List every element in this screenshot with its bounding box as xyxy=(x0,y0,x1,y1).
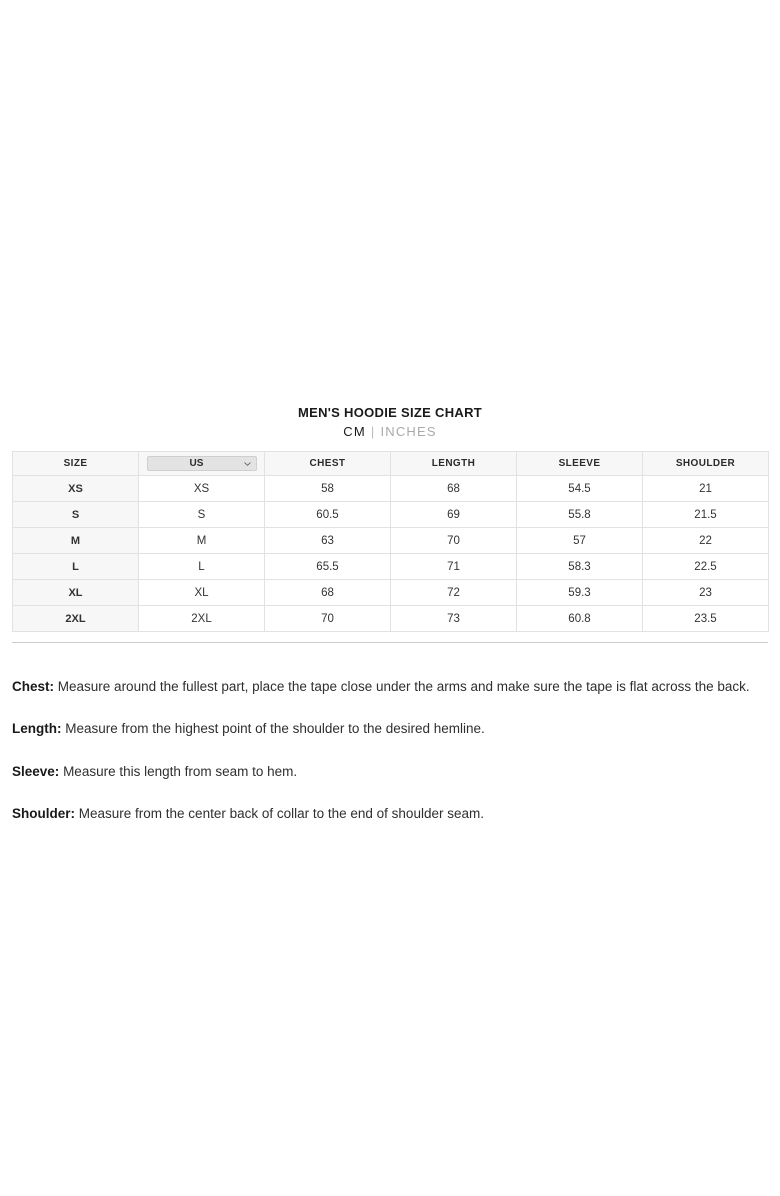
note-text: Measure from the center back of collar to the end of shoulder seam. xyxy=(78,806,484,821)
cell-shoulder: 23 xyxy=(643,580,769,606)
cell-length: 70 xyxy=(391,528,517,554)
page-title: MEN'S HOODIE SIZE CHART xyxy=(297,405,483,420)
unit-inches-option[interactable]: INCHES xyxy=(380,424,437,439)
cell-shoulder: 23.5 xyxy=(643,606,769,632)
size-chart-container xyxy=(12,405,768,632)
unit-toggle xyxy=(12,424,768,439)
cell-length: 73 xyxy=(391,606,517,632)
note-label: Sleeve: xyxy=(12,763,60,779)
cell-sleeve: 60.8 xyxy=(517,606,643,632)
cell-us: M xyxy=(139,528,265,554)
unit-cm-option[interactable]: CM xyxy=(343,424,366,439)
table-header xyxy=(13,452,769,476)
note-text: Measure from the highest point of the shoulder to the desired hemline. xyxy=(65,721,485,736)
cell-us: L xyxy=(139,554,265,580)
table-row xyxy=(13,606,769,632)
table-row xyxy=(13,580,769,606)
note-text: Measure this length from seam to hem. xyxy=(63,763,298,779)
note-shoulder xyxy=(12,799,768,828)
region-select[interactable] xyxy=(147,456,257,471)
note-label: Length: xyxy=(12,721,62,736)
cell-shoulder: 22 xyxy=(643,528,769,554)
cell-size: M xyxy=(13,528,139,554)
column-header-region xyxy=(139,452,265,476)
cell-sleeve: 59.3 xyxy=(517,580,643,606)
note-label: Shoulder: xyxy=(12,806,75,821)
cell-us: S xyxy=(139,502,265,528)
cell-chest: 58 xyxy=(265,476,391,502)
cell-size: XS xyxy=(13,476,139,502)
cell-us: 2XL xyxy=(139,606,265,632)
cell-length: 68 xyxy=(391,476,517,502)
cell-us: XL xyxy=(139,580,265,606)
cell-chest: 65.5 xyxy=(265,554,391,580)
table-row xyxy=(13,476,769,502)
note-chest xyxy=(12,672,768,701)
cell-size: XL xyxy=(13,580,139,606)
cell-length: 71 xyxy=(391,554,517,580)
cell-sleeve: 57 xyxy=(517,528,643,554)
column-header-sleeve: SLEEVE xyxy=(517,452,643,476)
cell-size: 2XL xyxy=(13,606,139,632)
cell-shoulder: 22.5 xyxy=(643,554,769,580)
column-header-size: SIZE xyxy=(13,452,139,476)
cell-us: XS xyxy=(139,476,265,502)
cell-sleeve: 58.3 xyxy=(517,554,643,580)
table-row xyxy=(13,528,769,554)
cell-size: L xyxy=(13,554,139,580)
note-sleeve xyxy=(12,757,768,786)
column-header-chest: CHEST xyxy=(265,452,391,476)
table-row xyxy=(13,502,769,528)
column-header-shoulder: SHOULDER xyxy=(643,452,769,476)
note-text: Measure around the fullest part, place the tape close under the arms and make sure the tape is flat across the back. xyxy=(57,678,750,694)
cell-length: 72 xyxy=(391,580,517,606)
region-select-wrap xyxy=(147,456,257,471)
cell-shoulder: 21.5 xyxy=(643,502,769,528)
table-body xyxy=(13,476,769,632)
cell-sleeve: 54.5 xyxy=(517,476,643,502)
cell-size: S xyxy=(13,502,139,528)
table-row xyxy=(13,554,769,580)
cell-chest: 63 xyxy=(265,528,391,554)
cell-shoulder: 21 xyxy=(643,476,769,502)
cell-sleeve: 55.8 xyxy=(517,502,643,528)
cell-chest: 60.5 xyxy=(265,502,391,528)
cell-chest: 70 xyxy=(265,606,391,632)
section-divider xyxy=(12,642,768,643)
column-header-length: LENGTH xyxy=(391,452,517,476)
note-label: Chest: xyxy=(12,678,55,694)
note-length xyxy=(12,714,768,743)
cell-chest: 68 xyxy=(265,580,391,606)
size-chart-table xyxy=(12,451,769,632)
table-header-row xyxy=(13,452,769,476)
cell-length: 69 xyxy=(391,502,517,528)
measurement-notes xyxy=(12,658,768,842)
unit-separator: | xyxy=(370,424,376,439)
